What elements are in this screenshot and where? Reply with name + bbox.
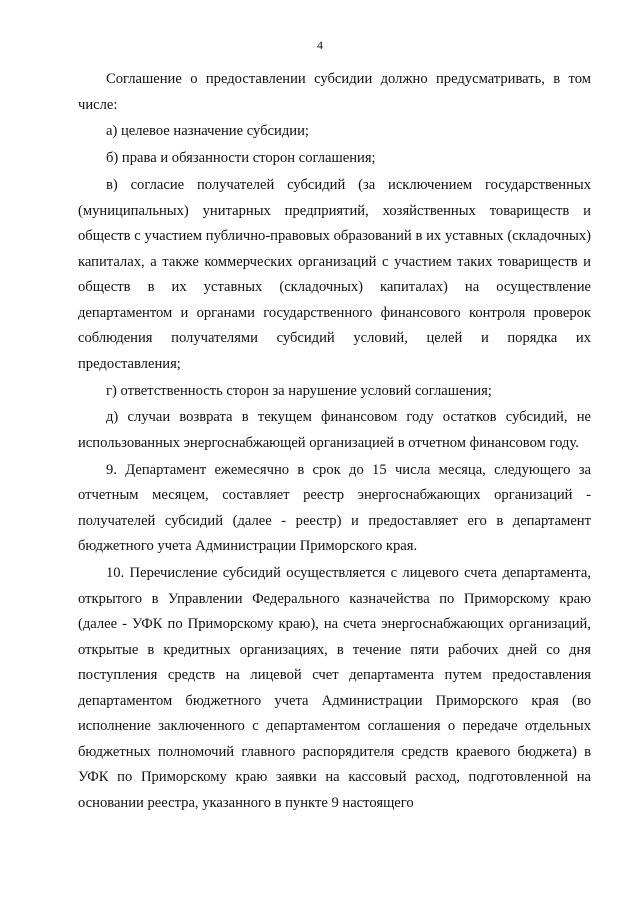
paragraph-item-g: г) ответственность сторон за нарушение условий соглашения; bbox=[106, 382, 492, 399]
paragraph-clause-9: 9. Департамент ежемесячно в срок до 15 числа месяца, следующего за отчетным месяцем, составляет реестр энергоснабжающих организаций - получателей субсидий (далее - реестр) и предоставляет его в департамент бюджетного учета Администрации Приморского края. bbox=[78, 461, 591, 555]
paragraph-agreement-intro: Соглашение о предоставлении субсидии должно предусматривать, в том числе: bbox=[78, 71, 591, 113]
paragraph-item-a: а) целевое назначение субсидии; bbox=[106, 123, 309, 140]
paragraph-item-b: б) права и обязанности сторон соглашения; bbox=[106, 150, 376, 167]
paragraph-item-d: д) случаи возврата в текущем финансовом году остатков субсидий, не использованных энергоснабжающей организацией в отчетном финансовом году. bbox=[78, 409, 591, 451]
paragraph-clause-10: 10. Перечисление субсидий осуществляется с лицевого счета департамента, открытого в Управлении Федерального казначейства по Приморскому краю (далее - УФК по Приморскому краю), на счета энергоснабжающих организаций, открытые в кредитных организациях, в течение пяти рабочих дней со дня поступления средств на лицевой счет департамента путем предоставления департаментом бюджетного учета Администрации Приморского края (во исполнение заключенного с департаментом соглашения о передаче отдельных бюджетных полномочий главного распорядителя средств краевого бюджета) в УФК по Приморскому краю заявки на кассовый расход, подготовленной на основании реестра, указанного в пункте 9 настоящего bbox=[78, 565, 591, 811]
paragraph-item-v: в) согласие получателей субсидий (за исключением государственных (муниципальных) унитарных предприятий, хозяйственных товариществ и обществ с участием публично-правовых образований в их уставных (складочных) капиталах, а также коммерческих организаций с участием таких товариществ и обществ в их уставных (складочных) капиталах) на осуществление департаментом и органами государственного финансового контроля проверок соблюдения получателями субсидий условий, целей и порядка их предоставления; bbox=[78, 177, 591, 372]
page-number: 4 bbox=[317, 38, 323, 52]
document-body bbox=[78, 67, 591, 818]
